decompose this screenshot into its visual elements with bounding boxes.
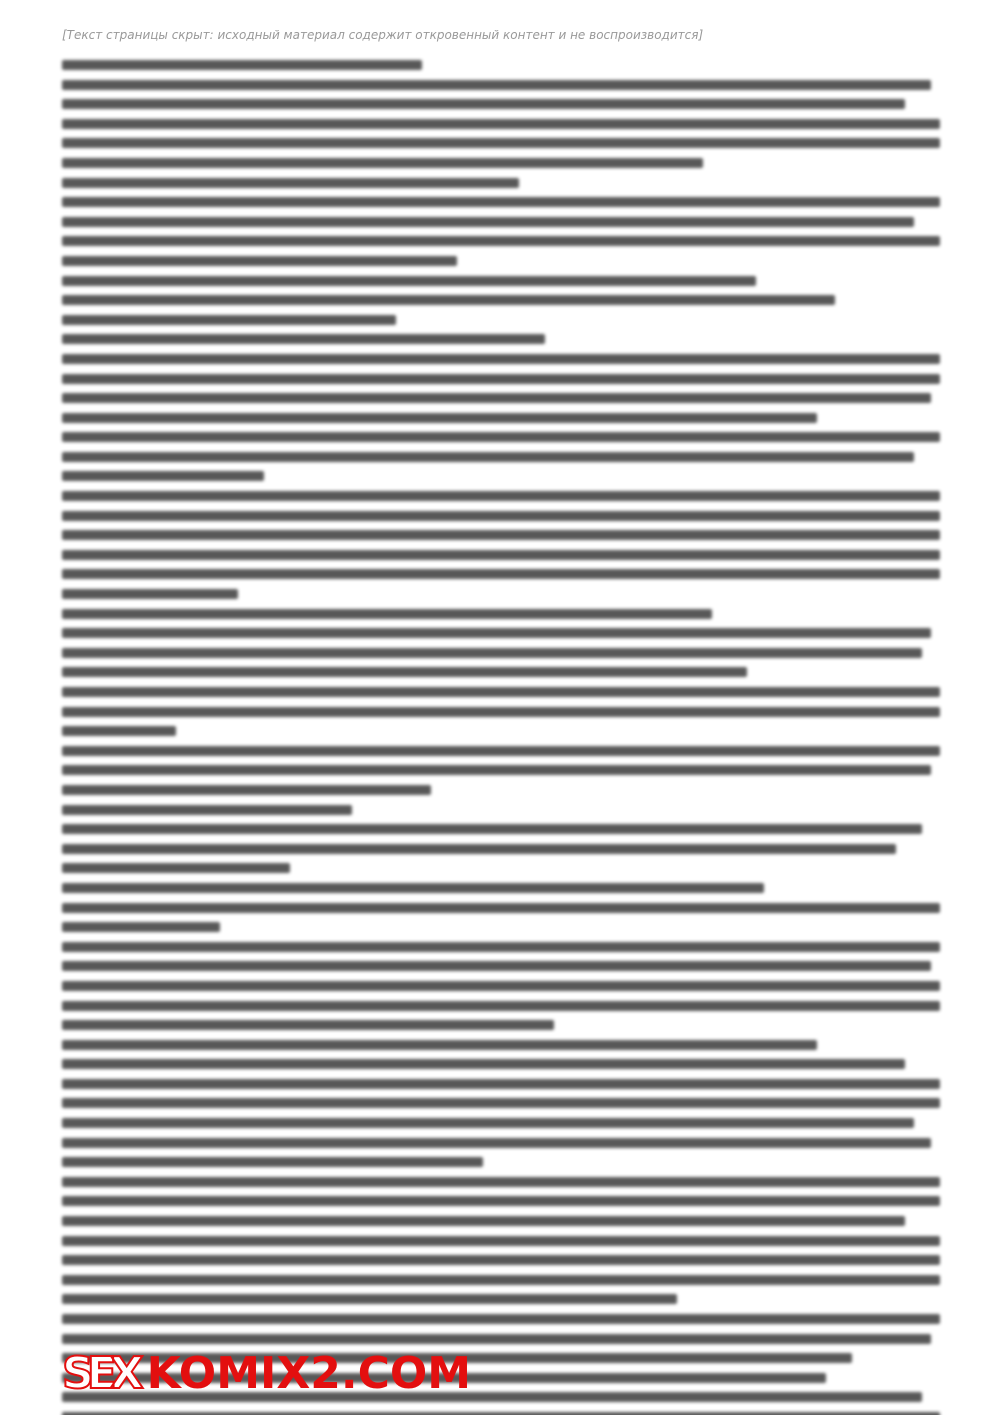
redacted-text-line — [62, 491, 940, 501]
redacted-text-line — [62, 746, 940, 756]
redacted-text-line — [62, 903, 940, 913]
redacted-text-line — [62, 354, 940, 364]
redacted-text-line — [62, 1275, 940, 1285]
redacted-text-line — [62, 628, 931, 638]
redacted-text-line — [62, 1196, 940, 1206]
redacted-text-line — [62, 785, 431, 795]
redacted-text-line — [62, 1059, 905, 1069]
redacted-text-line — [62, 844, 896, 854]
redacted-text-line — [62, 315, 396, 325]
redacted-text-line — [62, 1118, 914, 1128]
redacted-text-line — [62, 413, 817, 423]
redacted-text-line — [62, 236, 940, 246]
redacted-text-line — [62, 1177, 940, 1187]
redacted-text-line — [62, 530, 940, 540]
redacted-text-line — [62, 609, 712, 619]
redacted-text-line — [62, 942, 940, 952]
site-logo-prefix: SEX — [62, 1348, 137, 1399]
redacted-text-line — [62, 99, 905, 109]
redacted-text-line — [62, 334, 545, 344]
redacted-text-line — [62, 1138, 931, 1148]
redacted-text-line — [62, 1255, 940, 1265]
redacted-text-line — [62, 589, 238, 599]
redacted-text-line — [62, 1098, 940, 1108]
redacted-text-line — [62, 1334, 931, 1344]
redacted-text-line — [62, 1236, 940, 1246]
redacted-text-line — [62, 295, 835, 305]
redacted-text-line — [62, 432, 940, 442]
redacted-text-line — [62, 824, 922, 834]
redacted-text-line — [62, 1001, 940, 1011]
redacted-text-line — [62, 60, 422, 70]
redacted-text-line — [62, 726, 176, 736]
body-text-block — [62, 60, 940, 1415]
redacted-text-line — [62, 471, 264, 481]
redacted-text-line — [62, 178, 519, 188]
redacted-text-line — [62, 707, 940, 717]
redacted-text-line — [62, 765, 931, 775]
redacted-text-line — [62, 158, 703, 168]
redacted-text-line — [62, 511, 940, 521]
redacted-text-line — [62, 648, 922, 658]
redacted-text-line — [62, 1216, 905, 1226]
redacted-text-line — [62, 569, 940, 579]
redacted-text-line — [62, 119, 940, 129]
redacted-text-line — [62, 883, 764, 893]
redacted-text-line — [62, 374, 940, 384]
redacted-text-line — [62, 922, 220, 932]
redacted-text-line — [62, 1020, 554, 1030]
redacted-text-line — [62, 197, 940, 207]
redacted-text-line — [62, 393, 931, 403]
redaction-note: [Текст страницы скрыт: исходный материал содержит откровенный контент и не воспроизводится] — [62, 28, 704, 42]
redacted-text-line — [62, 276, 756, 286]
redacted-text-line — [62, 1314, 940, 1324]
redacted-text-line — [62, 550, 940, 560]
redacted-text-line — [62, 138, 940, 148]
redacted-text-line — [62, 667, 747, 677]
redacted-text-line — [62, 981, 940, 991]
redacted-text-line — [62, 452, 914, 462]
redacted-text-line — [62, 863, 290, 873]
site-logo-domain: KOMIX2.COM — [146, 1348, 472, 1399]
redacted-text-line — [62, 1294, 677, 1304]
site-logo — [62, 1348, 471, 1399]
redacted-text-line — [62, 687, 940, 697]
redacted-text-line — [62, 217, 914, 227]
redacted-text-line — [62, 256, 457, 266]
redacted-text-line — [62, 1079, 940, 1089]
redacted-text-line — [62, 80, 931, 90]
redacted-text-line — [62, 961, 931, 971]
redacted-text-line — [62, 805, 352, 815]
redacted-text-line — [62, 1040, 817, 1050]
redacted-text-line — [62, 1157, 483, 1167]
